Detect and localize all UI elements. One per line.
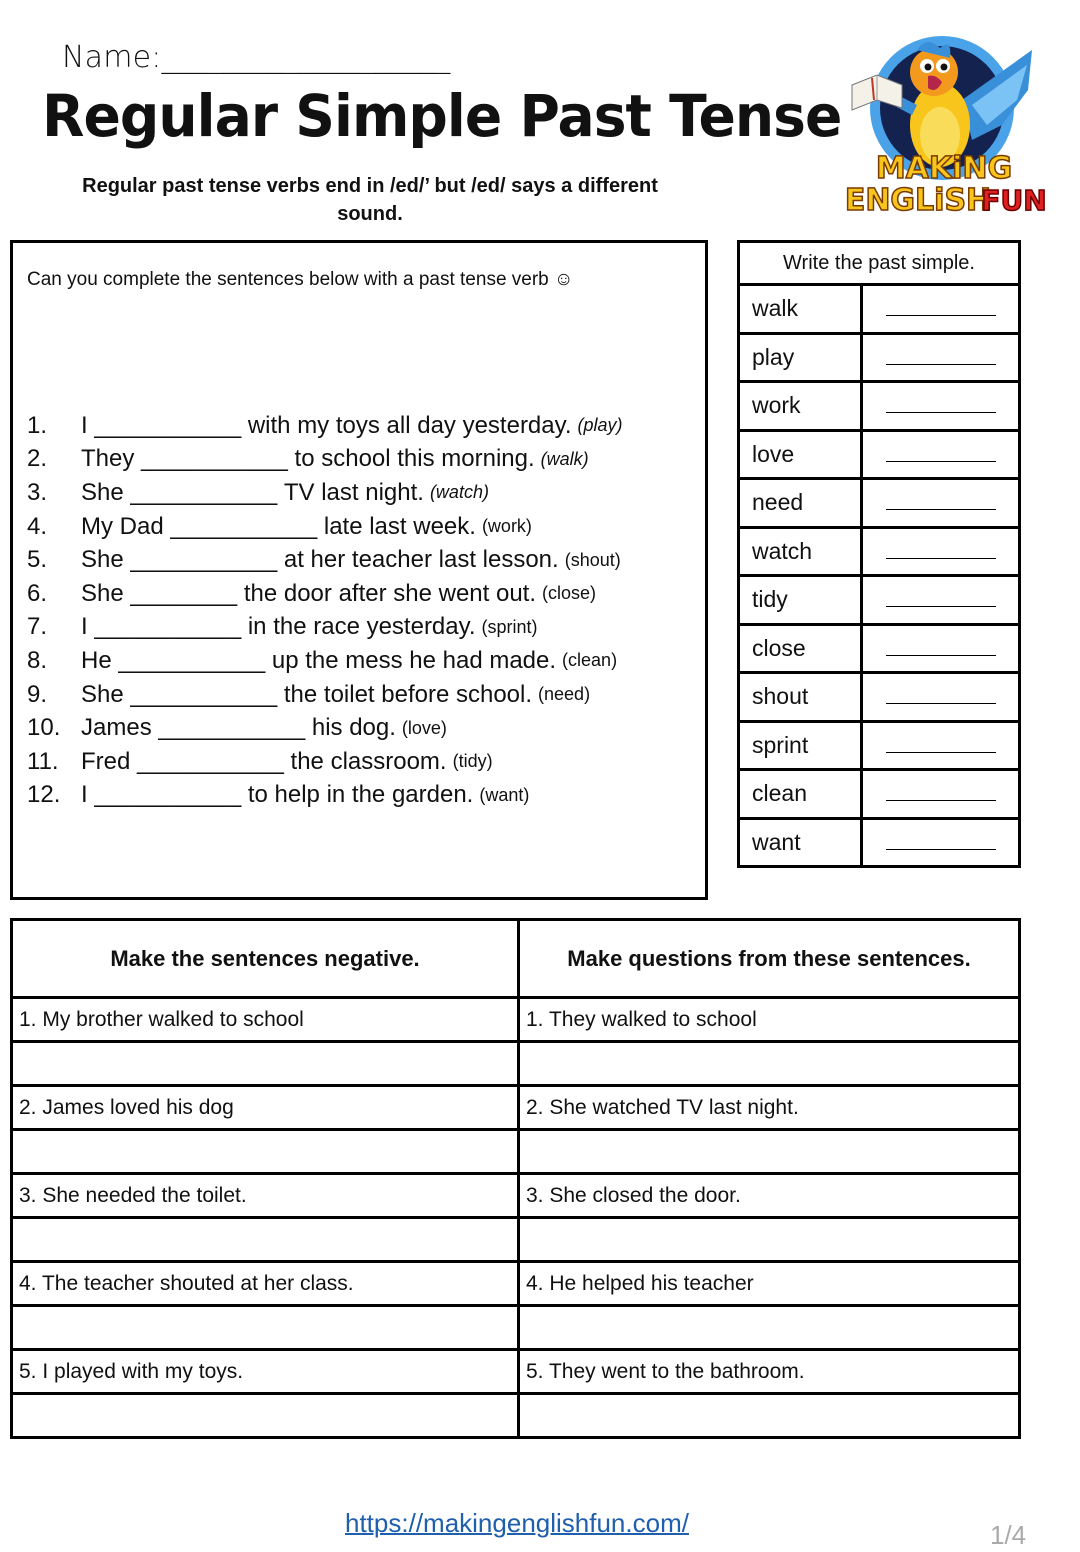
verb-row [739, 479, 1020, 528]
verb-hint: (sprint) [481, 616, 538, 637]
sentence-number: 8. [27, 646, 48, 674]
question-answer-field[interactable] [519, 1218, 1020, 1262]
sentence-number: 11. [27, 747, 59, 775]
past-tense-answer-field[interactable] [862, 479, 1020, 528]
verb-row [739, 576, 1020, 625]
sentence-item [27, 510, 623, 544]
verb-hint: (tidy) [452, 751, 493, 772]
verb-row [739, 721, 1020, 770]
past-tense-answer-field[interactable] [862, 333, 1020, 382]
base-verb: work [739, 382, 862, 431]
svg-text:FUN: FUN [981, 184, 1047, 217]
answer-line[interactable] [886, 837, 996, 850]
base-verb: sprint [739, 721, 862, 770]
answer-line[interactable] [886, 691, 996, 704]
sentence-number: 4. [27, 512, 48, 540]
svg-text:ENGLiSH: ENGLiSH [844, 183, 992, 218]
sentence-subject: I [81, 411, 88, 439]
sentence-rest: his dog. [311, 714, 396, 742]
sentence-subject: She [81, 579, 124, 607]
sentence-subject: James [81, 714, 152, 742]
answer-blank[interactable]: ________ [130, 579, 238, 607]
verb-row [739, 770, 1020, 819]
answer-line[interactable] [886, 546, 996, 559]
subtitle-line-2: sound. [337, 203, 403, 225]
sentence-item [27, 443, 623, 477]
verb-row [739, 527, 1020, 576]
negative-prompt: 4. The teacher shouted at her class. [12, 1262, 519, 1306]
negative-prompt: 1. My brother walked to school [12, 998, 519, 1042]
sentence-rest: up the mess he had made. [271, 646, 557, 674]
answer-blank[interactable]: ___________ [94, 411, 242, 439]
sentence-item [27, 476, 623, 510]
answer-line[interactable] [886, 449, 996, 462]
question-prompt: 5. They went to the bathroom. [519, 1350, 1020, 1394]
answer-blank[interactable]: ___________ [130, 680, 278, 708]
sentence-number: 3. [27, 478, 48, 506]
prompt-row [12, 1174, 1020, 1218]
prompt-row [12, 1086, 1020, 1130]
base-verb: walk [739, 285, 862, 334]
sentence-subject: He [81, 646, 112, 674]
answer-row [12, 1130, 1020, 1174]
verb-hint: (work) [481, 516, 532, 537]
answer-blank[interactable]: ___________ [170, 512, 318, 540]
verb-hint: (shout) [564, 549, 621, 570]
answer-blank[interactable]: ___________ [158, 714, 306, 742]
answer-blank[interactable]: ___________ [137, 747, 284, 775]
base-verb: watch [739, 527, 862, 576]
svg-text:MAKiNG: MAKiNG [875, 151, 1013, 186]
answer-row [12, 1394, 1020, 1438]
name-field-label[interactable]: Name:___________________ [62, 40, 451, 75]
verb-row [739, 818, 1020, 867]
question-prompt: 3. She closed the door. [519, 1174, 1020, 1218]
base-verb: shout [739, 673, 862, 722]
sentence-number: 1. [27, 411, 48, 439]
past-tense-answer-field[interactable] [862, 624, 1020, 673]
questions-column-header: Make questions from these sentences. [519, 920, 1020, 998]
exercise-instructions: Can you complete the sentences below with a past tense verb ☺ [27, 269, 574, 290]
negative-answer-field[interactable] [12, 1394, 519, 1438]
base-verb: want [739, 818, 862, 867]
base-verb: tidy [739, 576, 862, 625]
sentence-subject: She [81, 546, 124, 574]
verb-hint: (play) [577, 415, 623, 436]
question-answer-field[interactable] [519, 1130, 1020, 1174]
verb-row [739, 673, 1020, 722]
past-tense-answer-field[interactable] [862, 576, 1020, 625]
answer-blank[interactable]: ___________ [118, 646, 266, 674]
past-tense-answer-field[interactable] [862, 770, 1020, 819]
sentence-number: 9. [27, 680, 48, 708]
past-simple-verb-table [737, 240, 1021, 868]
negative-prompt: 5. I played with my toys. [12, 1350, 519, 1394]
question-answer-field[interactable] [519, 1042, 1020, 1086]
verb-hint: (want) [479, 784, 530, 805]
past-tense-answer-field[interactable] [862, 673, 1020, 722]
past-tense-answer-field[interactable] [862, 721, 1020, 770]
question-prompt: 4. He helped his teacher [519, 1262, 1020, 1306]
sentence-subject: My Dad [81, 512, 164, 540]
verb-hint: (close) [542, 583, 597, 604]
sentence-rest: in the race yesterday. [247, 613, 476, 641]
sentence-subject: I [81, 613, 88, 641]
verb-row [739, 382, 1020, 431]
sentence-item [27, 678, 623, 712]
answer-blank[interactable]: ___________ [130, 546, 278, 574]
sentence-subject: They [81, 445, 135, 473]
past-tense-answer-field[interactable] [862, 382, 1020, 431]
sentence-number: 7. [27, 613, 48, 641]
past-tense-answer-field[interactable] [862, 527, 1020, 576]
negative-answer-field[interactable] [12, 1306, 519, 1350]
negative-answer-field[interactable] [12, 1218, 519, 1262]
negative-answer-field[interactable] [12, 1130, 519, 1174]
sentence-subject: She [81, 478, 124, 506]
sentence-subject: Fred [81, 747, 131, 775]
sentence-number: 6. [27, 579, 48, 607]
verb-hint: (clean) [562, 650, 618, 671]
base-verb: need [739, 479, 862, 528]
sentence-rest: at her teacher last lesson. [283, 546, 559, 574]
base-verb: play [739, 333, 862, 382]
answer-line[interactable] [886, 303, 996, 316]
sentence-item [27, 711, 623, 745]
answer-line[interactable] [886, 352, 996, 365]
sentence-item [27, 611, 623, 645]
verb-row [739, 624, 1020, 673]
base-verb: close [739, 624, 862, 673]
base-verb: clean [739, 770, 862, 819]
answer-line[interactable] [886, 788, 996, 801]
answer-line[interactable] [886, 643, 996, 656]
making-english-fun-logo [832, 30, 1047, 220]
verb-table-header: Write the past simple. [739, 242, 1020, 285]
subtitle-line-1: Regular past tense verbs end in /ed/’ but /ed/ says a different [82, 175, 658, 197]
website-link[interactable]: https://makingenglishfun.com/ [345, 1508, 689, 1538]
question-prompt: 2. She watched TV last night. [519, 1086, 1020, 1130]
sentence-rest: the toilet before school. [283, 680, 533, 708]
prompt-row [12, 1350, 1020, 1394]
page-title: Regular Simple Past Tense [42, 82, 842, 150]
verb-hint: (watch) [429, 482, 489, 503]
sentence-rest: to help in the garden. [247, 781, 474, 809]
verb-hint: (walk) [540, 448, 589, 469]
verb-row [739, 430, 1020, 479]
sentence-number: 2. [27, 445, 48, 473]
verb-row [739, 285, 1020, 334]
negative-prompt: 2. James loved his dog [12, 1086, 519, 1130]
past-tense-answer-field[interactable] [862, 818, 1020, 867]
sentence-number: 10. [27, 714, 61, 742]
negative-column-header: Make the sentences negative. [12, 920, 519, 998]
answer-row [12, 1042, 1020, 1086]
answer-line[interactable] [886, 400, 996, 413]
question-answer-field[interactable] [519, 1394, 1020, 1438]
fill-in-blanks-exercise [10, 240, 708, 900]
answer-row [12, 1306, 1020, 1350]
verb-hint: (need) [538, 684, 591, 705]
sentence-rest: with my toys all day yesterday. [247, 411, 572, 439]
sentence-subject: She [81, 680, 124, 708]
answer-blank[interactable]: ___________ [94, 613, 242, 641]
subtitle [40, 172, 700, 228]
sentence-item [27, 543, 623, 577]
sentence-subject: I [81, 781, 88, 809]
negative-answer-field[interactable] [12, 1042, 519, 1086]
parrot-logo-icon [832, 30, 1047, 220]
sentence-rest: the classroom. [290, 747, 447, 775]
sentence-rest: TV last night. [283, 478, 424, 506]
sentence-list [27, 409, 623, 812]
sentence-item [27, 745, 623, 779]
sentence-rest: late last week. [323, 512, 476, 540]
negative-prompt: 3. She needed the toilet. [12, 1174, 519, 1218]
answer-line[interactable] [886, 740, 996, 753]
sentence-item [27, 779, 623, 813]
sentence-item [27, 577, 623, 611]
base-verb: love [739, 430, 862, 479]
sentence-rest: to school this morning. [294, 445, 535, 473]
question-prompt: 1. They walked to school [519, 998, 1020, 1042]
verb-hint: (love) [401, 717, 447, 738]
sentence-item [27, 409, 623, 443]
verb-row [739, 333, 1020, 382]
answer-blank[interactable]: ___________ [141, 445, 288, 473]
prompt-row [12, 998, 1020, 1042]
question-answer-field[interactable] [519, 1306, 1020, 1350]
past-tense-answer-field[interactable] [862, 430, 1020, 479]
answer-blank[interactable]: ___________ [94, 781, 242, 809]
answer-row [12, 1218, 1020, 1262]
page-indicator: 1/4 [990, 1520, 1027, 1550]
sentence-rest: the door after she went out. [243, 579, 537, 607]
sentence-item [27, 644, 623, 678]
answer-blank[interactable]: ___________ [130, 478, 278, 506]
prompt-row [12, 1262, 1020, 1306]
negative-and-questions-table [10, 918, 1021, 1439]
past-tense-answer-field[interactable] [862, 285, 1020, 334]
answer-line[interactable] [886, 497, 996, 510]
sentence-number: 5. [27, 546, 48, 574]
answer-line[interactable] [886, 594, 996, 607]
sentence-number: 12. [27, 781, 61, 809]
